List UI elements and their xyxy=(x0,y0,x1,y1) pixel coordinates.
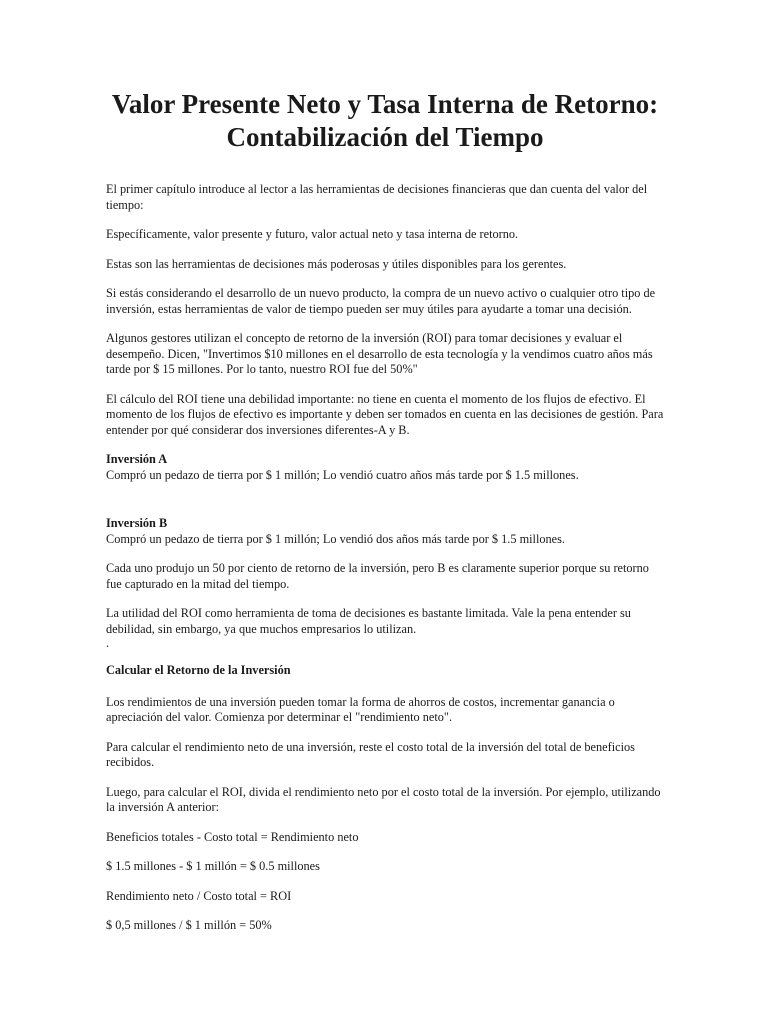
investment-b-heading: Inversión B xyxy=(106,516,168,530)
title-line-2: Contabilización del Tiempo xyxy=(226,122,544,152)
formula-roi: Rendimiento neto / Costo total = ROI xyxy=(106,888,292,903)
formula-roi-example: $ 0,5 millones / $ 1 millón = 50% xyxy=(106,918,272,932)
document-body xyxy=(106,182,664,934)
paragraph-each: Cada uno produjo un 50 por ciento de retorno de la inversión, pero B es claramente superior porque su retorno fue capturado en la mitad del tiempo. xyxy=(106,561,649,591)
paragraph-powerful: Estas son las herramientas de decisiones más poderosas y útiles disponibles para los gerentes. xyxy=(106,256,567,271)
paragraph-weakness: El cálculo del ROI tiene una debilidad importante: no tiene en cuenta el momento de los flujos de efectivo. El momento de los flujos de efectivo es importante y deben ser tomados en cuenta en las decisiones de gestión. Para entender por qué considerar dos inversiones diferentes-A y B. xyxy=(106,391,664,437)
stray-dot: . xyxy=(106,636,110,650)
paragraph-returns: Los rendimientos de una inversión pueden tomar la forma de ahorros de costos, incrementar ganancia o apreciación del valor. Comienza por determinar el "rendimiento neto". xyxy=(106,694,615,724)
paragraph-intro: El primer capítulo introduce al lector a las herramientas de decisiones financieras que dan cuenta del valor del tiempo: xyxy=(106,182,648,212)
paragraph-considering: Si estás considerando el desarrollo de un nuevo producto, la compra de un nuevo activo o cualquier otro tipo de inversión, estas herramientas de valor de tiempo pueden ser muy útiles para ayudarte a tomar una decisión. xyxy=(106,286,656,316)
investment-a-heading: Inversión A xyxy=(106,452,168,466)
formula-net-return: Beneficios totales - Costo total = Rendimiento neto xyxy=(106,829,359,844)
investment-b-text: Compró un pedazo de tierra por $ 1 millón; Lo vendió dos años más tarde por $ 1.5 millones. xyxy=(106,531,565,546)
title-line-1: Valor Presente Neto y Tasa Interna de Retorno: xyxy=(111,89,659,119)
page-title xyxy=(106,88,664,154)
investment-a-text: Compró un pedazo de tierra por $ 1 millón; Lo vendió cuatro años más tarde por $ 1.5 millones. xyxy=(106,467,579,482)
paragraph-then: Luego, para calcular el ROI, divida el rendimiento neto por el costo total de la inversión. Por ejemplo, utilizando la inversión A anterior: xyxy=(106,784,661,814)
paragraph-net-return: Para calcular el rendimiento neto de una inversión, reste el costo total de la inversión del total de beneficios recibidos. xyxy=(106,739,635,769)
paragraph-specific: Específicamente, valor presente y futuro, valor actual neto y tasa interna de retorno. xyxy=(106,227,519,241)
paragraph-managers: Algunos gestores utilizan el concepto de retorno de la inversión (ROI) para tomar decisiones y evaluar el desempeño. Dicen, "Invertimos $10 millones en el desarrollo de esta tecnología y la vendimos cuatro años más tarde por $ 15 millones. Por lo tanto, nuestro ROI fue del 50%" xyxy=(106,331,653,376)
formula-net-return-example: $ 1.5 millones - $ 1 millón = $ 0.5 millones xyxy=(106,859,320,873)
paragraph-utility: La utilidad del ROI como herramienta de toma de decisiones es bastante limitada. Vale la pena entender su debilidad, sin embargo, ya que muchos empresarios lo utilizan. xyxy=(106,606,631,636)
section-heading-calc-roi: Calcular el Retorno de la Inversión xyxy=(106,663,291,677)
